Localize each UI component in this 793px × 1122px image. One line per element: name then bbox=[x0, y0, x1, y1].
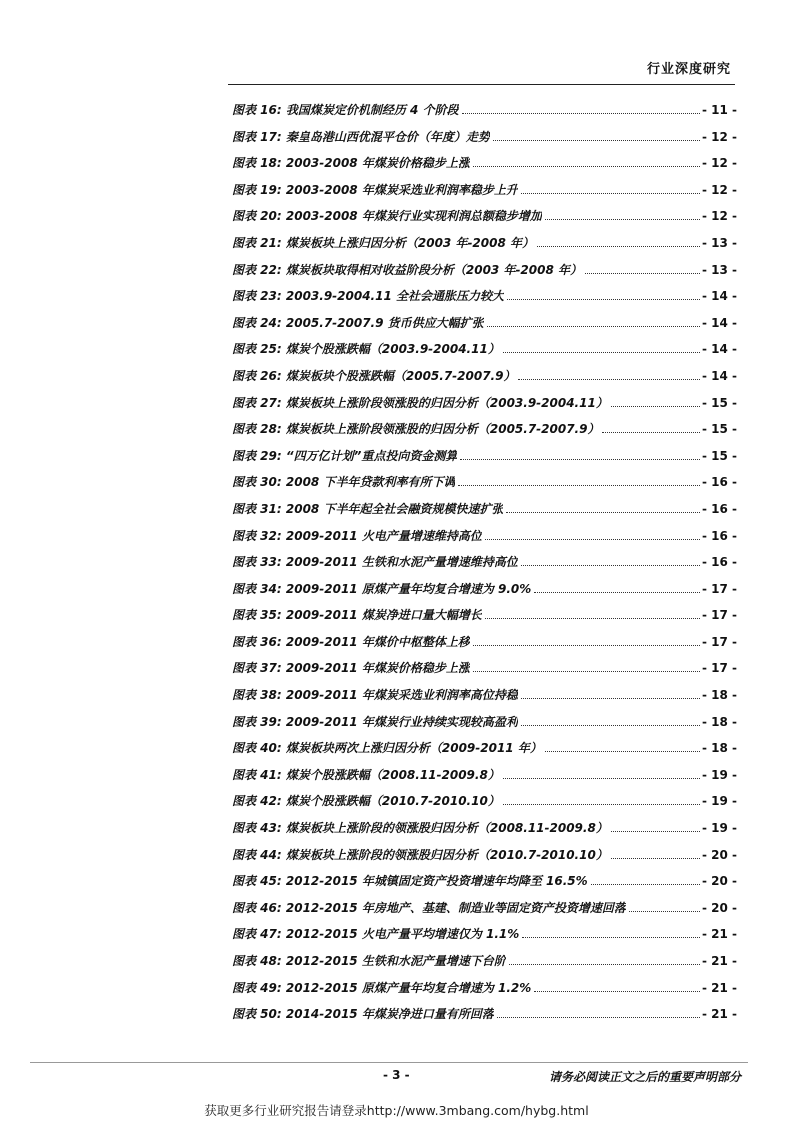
toc-entry[interactable] bbox=[232, 846, 737, 873]
page-header-title: 行业深度研究 bbox=[646, 62, 731, 77]
toc-entry-label: 图表 38: bbox=[232, 688, 282, 703]
toc-entry-title: 煤炭板块上涨阶段领涨股的归因分析（2003.9-2004.11） bbox=[285, 395, 608, 410]
toc-entry[interactable] bbox=[232, 659, 737, 686]
toc-entry-page: - 15 - bbox=[701, 422, 737, 437]
toc-entry-title: 2009-2011 年煤炭价格稳步上涨 bbox=[285, 661, 470, 676]
toc-entry[interactable] bbox=[232, 792, 737, 819]
toc-entry-page: - 19 - bbox=[701, 794, 737, 809]
toc-entry[interactable] bbox=[232, 154, 737, 181]
toc-entry-title: 2009-2011 火电产量增速维持高位 bbox=[285, 528, 482, 543]
toc-entry-title: 2012-2015 年房地产、基建、制造业等固定资产投资增速回落 bbox=[285, 900, 626, 915]
toc-entry-title: 煤炭个股涨跌幅（2003.9-2004.11） bbox=[285, 342, 500, 357]
toc-entry[interactable] bbox=[232, 952, 737, 979]
toc-leader-dots bbox=[537, 246, 700, 247]
toc-entry-page: - 17 - bbox=[701, 634, 737, 649]
toc-entry-title: 煤炭板块上涨阶段的领涨股归因分析（2008.11-2009.8） bbox=[285, 821, 608, 836]
toc-entry-page: - 21 - bbox=[701, 954, 737, 968]
toc-leader-dots bbox=[493, 140, 700, 141]
toc-entry-page: - 18 - bbox=[701, 688, 737, 703]
toc-leader-dots bbox=[458, 485, 700, 486]
toc-entry-label: 图表 16: bbox=[232, 103, 282, 117]
toc-entry[interactable] bbox=[232, 207, 737, 234]
toc-leader-dots bbox=[462, 113, 700, 114]
toc-entry[interactable] bbox=[232, 287, 737, 314]
toc-entry[interactable] bbox=[232, 739, 737, 766]
toc-leader-dots bbox=[521, 565, 700, 566]
toc-leader-dots bbox=[485, 539, 700, 540]
toc-entry[interactable] bbox=[232, 527, 737, 554]
toc-entry-title: 煤炭板块取得相对收益阶段分析（2003 年-2008 年） bbox=[285, 262, 583, 277]
toc-entry-page: - 14 - bbox=[701, 342, 737, 357]
toc-leader-dots bbox=[522, 937, 700, 938]
toc-entry[interactable] bbox=[232, 314, 737, 341]
toc-leader-dots bbox=[460, 459, 700, 460]
toc-entry-page: - 12 - bbox=[701, 129, 737, 144]
toc-entry-title: 2009-2011 煤炭净进口量大幅增长 bbox=[285, 608, 482, 623]
toc-entry[interactable] bbox=[232, 633, 737, 660]
toc-entry-page: - 14 - bbox=[701, 315, 737, 330]
toc-entry-title: 我国煤炭定价机制经历 4 个阶段 bbox=[285, 103, 459, 117]
toc-entry-page: - 18 - bbox=[701, 714, 737, 729]
toc-leader-dots bbox=[497, 1017, 700, 1018]
toc-entry-page: - 14 - bbox=[701, 368, 737, 383]
toc-entry-label: 图表 31: bbox=[232, 501, 282, 516]
toc-leader-dots bbox=[545, 751, 700, 752]
toc-leader-dots bbox=[503, 352, 700, 353]
toc-entry[interactable] bbox=[232, 394, 737, 421]
header-rule bbox=[228, 84, 735, 85]
toc-entry-label: 图表 18: bbox=[232, 156, 282, 171]
toc-entry-title: 2012-2015 生铁和水泥产量增速下台阶 bbox=[285, 954, 506, 968]
toc-entry-label: 图表 21: bbox=[232, 235, 282, 250]
toc-entry-label: 图表 41: bbox=[232, 767, 282, 782]
toc-entry-page: - 12 - bbox=[701, 209, 737, 224]
toc-entry-title: 2003-2008 年煤炭采选业利润率稳步上升 bbox=[285, 182, 518, 197]
toc-leader-dots bbox=[611, 406, 700, 407]
toc-entry-page: - 19 - bbox=[701, 821, 737, 836]
toc-entry-title: 2003.9-2004.11 全社会通胀压力较大 bbox=[285, 289, 504, 304]
toc-entry-page: - 18 - bbox=[701, 741, 737, 756]
toc-entry[interactable] bbox=[232, 500, 737, 527]
toc-entry-label: 图表 22: bbox=[232, 262, 282, 277]
table-of-figures bbox=[232, 101, 737, 1032]
toc-entry-label: 图表 24: bbox=[232, 315, 282, 330]
toc-entry[interactable] bbox=[232, 101, 737, 128]
toc-entry-title: 2003-2008 年煤炭行业实现利润总额稳步增加 bbox=[285, 209, 542, 224]
toc-leader-dots bbox=[473, 166, 700, 167]
toc-leader-dots bbox=[521, 698, 700, 699]
toc-entry-title: 2009-2011 年煤炭采选业利润率高位持稳 bbox=[285, 688, 518, 703]
toc-entry[interactable] bbox=[232, 420, 737, 447]
toc-entry-label: 图表 44: bbox=[232, 847, 282, 862]
toc-entry-title: 2009-2011 原煤产量年均复合增速为 9.0% bbox=[285, 581, 532, 596]
toc-leader-dots bbox=[591, 884, 700, 885]
toc-entry-label: 图表 39: bbox=[232, 714, 282, 729]
toc-entry-label: 图表 37: bbox=[232, 661, 282, 676]
toc-leader-dots bbox=[521, 725, 700, 726]
toc-entry[interactable] bbox=[232, 872, 737, 899]
toc-entry-title: 2005.7-2007.9 货币供应大幅扩张 bbox=[285, 315, 484, 330]
toc-entry-title: “四万亿计划”重点投向资金测算 bbox=[285, 448, 458, 463]
page-number: - 3 - bbox=[383, 1068, 410, 1082]
toc-entry[interactable] bbox=[232, 925, 737, 952]
toc-entry[interactable] bbox=[232, 367, 737, 394]
toc-entry-page: - 13 - bbox=[701, 262, 737, 277]
toc-entry-title: 煤炭板块两次上涨归因分析（2009-2011 年） bbox=[285, 741, 542, 756]
toc-entry-label: 图表 46: bbox=[232, 900, 282, 915]
toc-entry-title: 2012-2015 年城镇固定资产投资增速年均降至 16.5% bbox=[285, 874, 588, 889]
toc-entry[interactable] bbox=[232, 686, 737, 713]
toc-entry-label: 图表 40: bbox=[232, 741, 282, 756]
toc-leader-dots bbox=[503, 778, 700, 779]
toc-entry[interactable] bbox=[232, 261, 737, 288]
toc-entry[interactable] bbox=[232, 340, 737, 367]
toc-entry[interactable] bbox=[232, 234, 737, 261]
toc-entry-page: - 20 - bbox=[701, 874, 737, 889]
toc-entry-page: - 16 - bbox=[701, 528, 737, 543]
toc-entry-page: - 16 - bbox=[701, 475, 737, 490]
toc-entry-title: 煤炭个股涨跌幅（2008.11-2009.8） bbox=[285, 767, 500, 782]
toc-entry[interactable] bbox=[232, 819, 737, 846]
toc-entry-page: - 20 - bbox=[701, 900, 737, 915]
toc-entry-page: - 21 - bbox=[701, 927, 737, 942]
toc-leader-dots bbox=[507, 299, 700, 300]
toc-entry[interactable] bbox=[232, 606, 737, 633]
toc-entry-page: - 15 - bbox=[701, 448, 737, 463]
toc-entry-label: 图表 19: bbox=[232, 182, 282, 197]
toc-leader-dots bbox=[585, 273, 700, 274]
toc-entry-page: - 16 - bbox=[701, 555, 737, 570]
footer-disclaimer: 请务必阅读正文之后的重要声明部分 bbox=[548, 1070, 741, 1084]
toc-entry-page: - 13 - bbox=[701, 235, 737, 250]
toc-entry-title: 煤炭板块个股涨跌幅（2005.7-2007.9） bbox=[285, 368, 516, 383]
toc-entry-label: 图表 43: bbox=[232, 821, 282, 836]
toc-leader-dots bbox=[629, 911, 700, 912]
toc-entry-label: 图表 17: bbox=[232, 129, 282, 144]
toc-entry-title: 2008 下半年起全社会融资规模快速扩张 bbox=[285, 501, 504, 516]
toc-entry-label: 图表 47: bbox=[232, 927, 282, 942]
toc-entry-label: 图表 30: bbox=[232, 475, 282, 490]
toc-entry-label: 图表 26: bbox=[232, 368, 282, 383]
footer-rule bbox=[30, 1062, 748, 1063]
toc-entry-title: 2008 下半年贷款利率有所下调 bbox=[285, 475, 456, 490]
toc-entry-label: 图表 29: bbox=[232, 448, 282, 463]
toc-leader-dots bbox=[473, 671, 700, 672]
toc-entry-title: 煤炭个股涨跌幅（2010.7-2010.10） bbox=[285, 794, 500, 809]
toc-leader-dots bbox=[602, 432, 700, 433]
toc-entry[interactable] bbox=[232, 473, 737, 500]
toc-entry[interactable] bbox=[232, 979, 737, 1006]
toc-entry-title: 秦皇岛港山西优混平仓价（年度）走势 bbox=[285, 129, 490, 144]
toc-entry-page: - 21 - bbox=[701, 980, 737, 995]
toc-entry-title: 2009-2011 年煤炭行业持续实现较高盈利 bbox=[285, 714, 518, 729]
toc-entry-title: 2012-2015 火电产量平均增速仅为 1.1% bbox=[285, 927, 520, 942]
toc-entry-title: 煤炭板块上涨阶段领涨股的归因分析（2005.7-2007.9） bbox=[285, 422, 600, 437]
toc-entry-page: - 20 - bbox=[701, 847, 737, 862]
toc-entry[interactable] bbox=[232, 766, 737, 793]
toc-entry[interactable] bbox=[232, 181, 737, 208]
toc-leader-dots bbox=[473, 645, 700, 646]
toc-entry-label: 图表 35: bbox=[232, 608, 282, 623]
toc-entry-label: 图表 48: bbox=[232, 954, 282, 968]
toc-entry-title: 2012-2015 原煤产量年均复合增速为 1.2% bbox=[285, 980, 532, 995]
toc-entry-page: - 19 - bbox=[701, 767, 737, 782]
toc-entry-title: 2014-2015 年煤炭净进口量有所回落 bbox=[285, 1007, 494, 1022]
toc-entry[interactable] bbox=[232, 713, 737, 740]
toc-leader-dots bbox=[485, 618, 700, 619]
toc-leader-dots bbox=[487, 326, 700, 327]
toc-entry-title: 2009-2011 年煤价中枢整体上移 bbox=[285, 634, 470, 649]
toc-leader-dots bbox=[534, 991, 700, 992]
toc-entry-page: - 17 - bbox=[701, 581, 737, 596]
toc-entry-label: 图表 33: bbox=[232, 555, 282, 570]
toc-entry-label: 图表 49: bbox=[232, 980, 282, 995]
toc-entry[interactable] bbox=[232, 447, 737, 474]
toc-leader-dots bbox=[545, 219, 700, 220]
toc-entry-label: 图表 32: bbox=[232, 528, 282, 543]
toc-entry-page: - 17 - bbox=[701, 608, 737, 623]
toc-leader-dots bbox=[509, 964, 700, 965]
toc-entry[interactable] bbox=[232, 553, 737, 580]
toc-leader-dots bbox=[518, 379, 700, 380]
toc-leader-dots bbox=[521, 193, 700, 194]
toc-entry-page: - 11 - bbox=[701, 103, 737, 117]
toc-entry-label: 图表 25: bbox=[232, 342, 282, 357]
toc-entry-label: 图表 28: bbox=[232, 422, 282, 437]
toc-entry-title: 2003-2008 年煤炭价格稳步上涨 bbox=[285, 156, 470, 171]
toc-leader-dots bbox=[506, 512, 700, 513]
toc-entry-page: - 12 - bbox=[701, 182, 737, 197]
toc-entry[interactable] bbox=[232, 899, 737, 926]
toc-leader-dots bbox=[534, 592, 700, 593]
toc-entry-title: 煤炭板块上涨阶段的领涨股归因分析（2010.7-2010.10） bbox=[285, 847, 608, 862]
toc-entry-page: - 12 - bbox=[701, 156, 737, 171]
toc-entry-page: - 17 - bbox=[701, 661, 737, 676]
toc-entry-label: 图表 20: bbox=[232, 209, 282, 224]
toc-leader-dots bbox=[611, 858, 700, 859]
toc-entry[interactable] bbox=[232, 128, 737, 155]
toc-entry-title: 煤炭板块上涨归因分析（2003 年-2008 年） bbox=[285, 235, 535, 250]
toc-entry-page: - 16 - bbox=[701, 501, 737, 516]
toc-entry-page: - 14 - bbox=[701, 289, 737, 304]
toc-leader-dots bbox=[503, 804, 700, 805]
toc-entry-label: 图表 23: bbox=[232, 289, 282, 304]
toc-entry-label: 图表 36: bbox=[232, 634, 282, 649]
toc-entry-label: 图表 45: bbox=[232, 874, 282, 889]
toc-entry-page: - 15 - bbox=[701, 395, 737, 410]
toc-entry[interactable] bbox=[232, 1005, 737, 1032]
download-link-banner[interactable]: 获取更多行业研究报告请登录http://www.3mbang.com/hybg.html bbox=[204, 1103, 589, 1118]
toc-entry-title: 2009-2011 生铁和水泥产量增速维持高位 bbox=[285, 555, 518, 570]
toc-leader-dots bbox=[611, 831, 700, 832]
toc-entry-label: 图表 50: bbox=[232, 1007, 282, 1022]
toc-entry[interactable] bbox=[232, 580, 737, 607]
toc-entry-page: - 21 - bbox=[701, 1007, 737, 1022]
toc-entry-label: 图表 42: bbox=[232, 794, 282, 809]
toc-entry-label: 图表 27: bbox=[232, 395, 282, 410]
toc-entry-label: 图表 34: bbox=[232, 581, 282, 596]
